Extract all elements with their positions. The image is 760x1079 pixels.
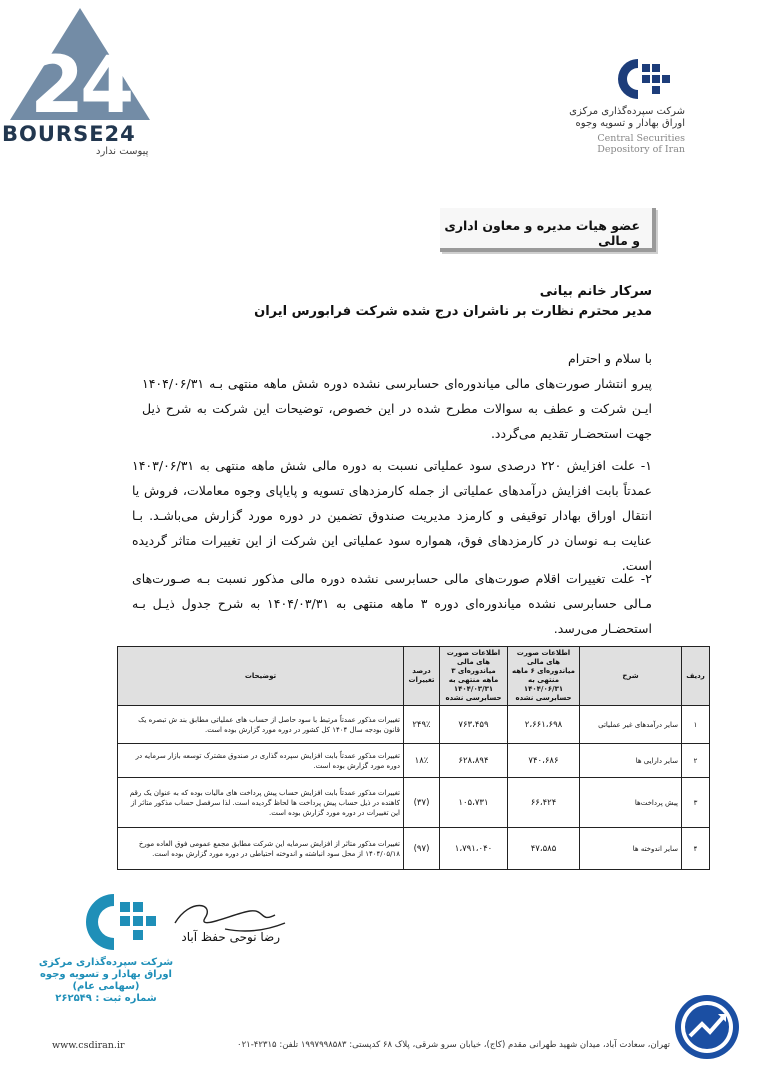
changes-table <box>117 646 710 870</box>
item-1-paragraph: ۱- علت افزایش ۲۲۰ درصدی سود عملیاتی نسبت به دوره مالی شش ماهه منتهی به ۱۴۰۳/۰۶/۳۱ عمدتاً بابت افزایش درآمدهای عملیاتی از جمله کارمزدهای تسویه و پایاپای وجوه معاملات، فروش یا انتقال اوراق بهادار توقیفی و کارمزد مدیریت صندوق تضمین در دوره مورد گزارش می‌باشـد. بـا عنایت بـه نوسان در کارمزدهای فوق، همواره سود عملیاتی این شرکت از این تغییرات متاثر گردیده است. <box>132 458 652 573</box>
cell-three: ۱۰۵،۷۳۱ <box>440 778 508 828</box>
stamp-line-1: شرکت سپرده‌گذاری مرکزی <box>38 957 174 968</box>
org-name-fa <box>569 106 685 130</box>
col-desc: شرح <box>580 647 682 706</box>
svg-text:4: 4 <box>80 41 135 131</box>
cell-explain: تغییرات مذکور عمدتاً بابت افزایش سپرده گذاری در صندوق مشترک توسعه بازار سرمایه در دوره مورد گزارش بوده است. <box>118 744 404 778</box>
sender-title-box <box>440 208 656 252</box>
svg-text:2: 2 <box>30 41 85 131</box>
table-row <box>118 778 710 828</box>
col-explain: توضیحات <box>118 647 404 706</box>
table-row <box>118 706 710 744</box>
col-row: ردیف <box>682 647 710 706</box>
cell-n: ۲ <box>682 744 710 778</box>
cell-three: ۱،۷۹۱،۰۴۰ <box>440 828 508 870</box>
intro-paragraph: پیرو انتشار صورت‌های مالی میاندوره‌ای حسابرسی نشده دوره شش ماهه منتهی بـه ۱۴۰۴/۰۶/۳۱ ایـن شرکت و عطف به سوالات مطرح شده در این خصوص، توضیحات این شرکت به شرح ذیل جهت استحضـار تقدیم می‌گردد. <box>142 376 652 441</box>
sender-title: عضو هیات مدیره و معاون اداری و مالی <box>444 218 640 248</box>
cell-six: ۶۶،۴۲۴ <box>508 778 580 828</box>
cell-three: ۷۶۳،۴۵۹ <box>440 706 508 744</box>
csd-logo-icon <box>608 54 678 104</box>
cell-desc: سایر دارایی ها <box>580 744 682 778</box>
cell-explain: تغییرات مذکور عمدتاً بابت افزایش حساب پیش پرداخت های مالیات بوده که به عنوان یک رقم کاهنده در ذیل حساب پیش پرداخت ها لحاظ گردیده است. لذا سرفصل حساب مذکور متاثر از این تغییرات در دوره مورد گزارش بوده است. <box>118 778 404 828</box>
stamp-line-3: (سهامی عام) <box>72 981 140 992</box>
cell-desc: پیش پرداخت‌ها <box>580 778 682 828</box>
cell-n: ۴ <box>682 828 710 870</box>
col-three-month: اطلاعات صورت های مالی میاندوره‌ای ۳ ماهه منتهی به ۱۴۰۴/۰۳/۳۱ حسابرسی نشده <box>440 647 508 706</box>
cell-six: ۴۷،۵۸۵ <box>508 828 580 870</box>
cell-explain: تغییرات مذکور عمدتاً مرتبط با سود حاصل از حساب های عملیاتی مطابق بند ش تبصره یک قانون بودجه سال ۱۴۰۴ کل کشور در دوره مورد گزارش بوده است. <box>118 706 404 744</box>
greeting: با سلام و احترام <box>568 351 652 366</box>
stamp-logo-icon <box>70 888 170 956</box>
org-name-en-1: Central Securities <box>597 133 685 144</box>
website: www.csdiran.ir <box>52 1040 125 1051</box>
stamp-line-4: شماره ثبت : ۲۶۲۵۴۹ <box>55 993 157 1004</box>
trend-badge-icon <box>672 992 742 1062</box>
cell-six: ۷۴۰،۶۸۶ <box>508 744 580 778</box>
cell-desc: سایر درآمدهای غیر عملیاتی <box>580 706 682 744</box>
cell-pct: (۳۷) <box>404 778 440 828</box>
footer-address: تهران، سعادت آباد، میدان شهید طهرانی مقدم (کاج)، خیابان سرو شرقی، پلاک ۶۸ کدپستی: ۱۹۹۷۹۹۸۵۸۳ تلفن: ۴۲۳۱۵-۰۲۱ <box>237 1040 670 1050</box>
signer-name: رضا نوحی حفظ آباد <box>181 930 280 944</box>
cell-n: ۱ <box>682 706 710 744</box>
cell-pct: ۲۴۹٪ <box>404 706 440 744</box>
recipient-title: مدیر محترم نظارت بر ناشران درج شده شرکت فرابورس ایران <box>254 304 652 319</box>
cell-three: ۶۲۸،۸۹۴ <box>440 744 508 778</box>
cell-six: ۲،۶۶۱،۶۹۸ <box>508 706 580 744</box>
cell-pct: (۹۷) <box>404 828 440 870</box>
stamp-text <box>36 957 176 1005</box>
recipient-name: سرکار خانم بیانی <box>539 284 652 299</box>
cell-n: ۳ <box>682 778 710 828</box>
stamp-line-2: اوراق بهادار و تسویه وجوه <box>40 969 172 980</box>
col-pct: درصد تغییرات <box>404 647 440 706</box>
org-name-en <box>597 133 685 155</box>
cell-explain: تغییرات مذکور متاثر از افزایش سرمایه این شرکت مطابق مجمع عمومی فوق العاده مورخ ۱۴۰۴/۰۵/۱۸ از محل سود انباشته و اندوخته احتیاطی در دوره مورد گزارش بوده است. <box>118 828 404 870</box>
table-row <box>118 744 710 778</box>
table-row <box>118 828 710 870</box>
attachment-note: پیوست ندارد <box>96 146 149 157</box>
bourse24-brand: BOURSE24 <box>2 122 136 146</box>
cell-pct: ۱۸٪ <box>404 744 440 778</box>
org-name-fa-1: شرکت سپرده‌گذاری مرکزی <box>569 106 685 117</box>
org-name-en-2: Depository of Iran <box>597 144 685 155</box>
cell-desc: سایر اندوخته ها <box>580 828 682 870</box>
org-name-fa-2: اوراق بهادار و تسویه وجوه <box>575 118 685 129</box>
item-2-paragraph: ۲- علت تغییرات اقلام صورت‌های مالی حسابرسی نشده دوره مالی مذکور نسبت بـه صـورت‌های مـالی حسابرسی نشده میاندوره‌ای دوره ۳ ماهه منتهی به ۱۴۰۴/۰۳/۳۱ به شرح جدول ذیـل بـه استحضـار می‌رسد. <box>132 571 652 636</box>
table-header-row <box>118 647 710 706</box>
col-six-month: اطلاعات صورت های مالی میاندوره‌ای ۶ ماهه منتهی به ۱۴۰۴/۰۶/۳۱ حسابرسی نشده <box>508 647 580 706</box>
